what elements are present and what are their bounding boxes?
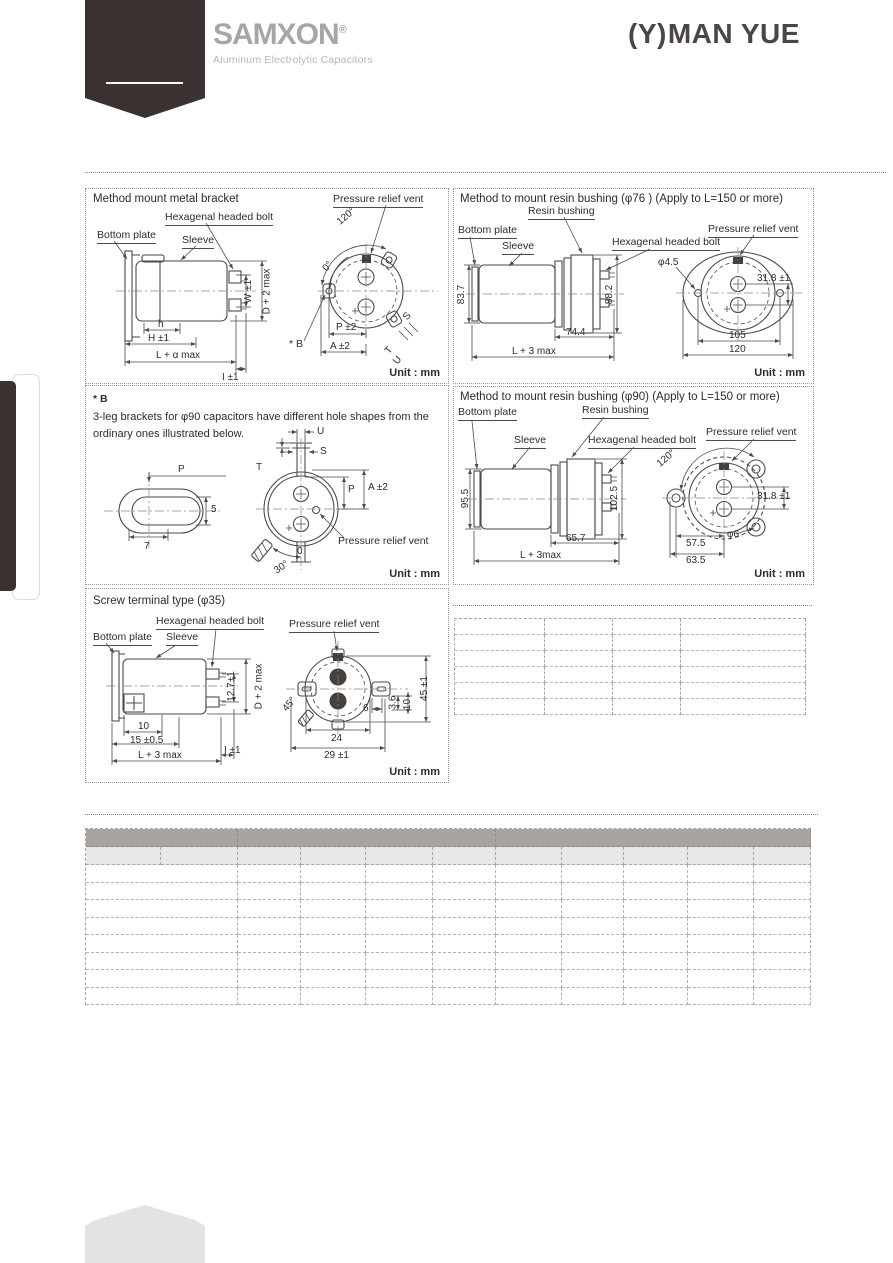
table-cell xyxy=(562,883,624,901)
callout-resin-bushing: Resin bushing xyxy=(528,206,595,220)
panel-title: Method to mount resin bushing (φ76 ) (Apply to L=150 or more) xyxy=(460,193,783,205)
dim-31-8: 31.8 ±1 xyxy=(757,273,791,284)
table-cell xyxy=(238,953,301,971)
callout-sleeve: Sleeve xyxy=(182,235,214,249)
table-cell xyxy=(754,935,811,953)
callout-sleeve: Sleeve xyxy=(166,632,198,646)
dim-h-small: h xyxy=(158,319,164,330)
table-cell xyxy=(688,918,754,936)
table-cell xyxy=(496,847,562,865)
dim-10b: 10 xyxy=(402,698,414,711)
brand-subtitle: Aluminum Electrolytic Capacitors xyxy=(213,54,373,66)
table-cell xyxy=(366,953,433,971)
table-cell xyxy=(86,988,238,1006)
table-cell xyxy=(455,699,545,715)
table-cell xyxy=(238,883,301,901)
dim-7: 7 xyxy=(144,541,150,552)
table-cell xyxy=(86,970,238,988)
table-cell xyxy=(754,900,811,918)
table-cell xyxy=(624,988,688,1006)
note-b-heading: * B xyxy=(93,393,108,405)
table-cell xyxy=(688,988,754,1006)
table-cell xyxy=(624,918,688,936)
table-cell xyxy=(613,667,681,683)
dim-63-5: 63.5 xyxy=(686,555,706,566)
dim-24: 24 xyxy=(331,733,343,744)
callout-hex-bolt: Hexagenal headed bolt xyxy=(156,616,264,630)
dim-p: P xyxy=(348,484,355,495)
panel-title: Method to mount resin bushing (φ90) (Apply to L=150 or more) xyxy=(460,391,780,403)
table-cell xyxy=(754,865,811,883)
manyue-logo xyxy=(628,20,800,48)
callout-pressure-relief-vent: Pressure relief vent xyxy=(708,224,798,238)
callout-bottom-plate: Bottom plate xyxy=(93,632,152,646)
side-tab xyxy=(0,381,16,591)
dim-120: 120 xyxy=(729,344,746,355)
dim-45: 45 ±1 xyxy=(418,676,430,701)
dim-10: 10 xyxy=(138,721,150,732)
table-cell xyxy=(433,847,496,865)
section-separator-bottom xyxy=(85,814,818,815)
callout-sleeve: Sleeve xyxy=(502,241,534,255)
table-cell xyxy=(613,635,681,651)
dim-a: A ±2 xyxy=(368,482,388,493)
table-cell xyxy=(455,651,545,667)
table-cell xyxy=(366,865,433,883)
dim-p: P ±2 xyxy=(336,322,357,333)
table-cell xyxy=(433,883,496,901)
dim-102-5: 102.5 xyxy=(609,485,621,512)
table-cell xyxy=(301,847,366,865)
dim-31-8: 31.8 ±1 xyxy=(757,491,791,502)
dim-0: 0 xyxy=(297,546,303,557)
manyue-mark-icon: (Υ) xyxy=(628,18,667,49)
table-cell xyxy=(681,635,806,651)
table-cell xyxy=(238,970,301,988)
table-cell xyxy=(545,667,613,683)
table-cell xyxy=(455,683,545,699)
callout-bottom-plate: Bottom plate xyxy=(97,230,156,244)
table-cell xyxy=(433,935,496,953)
table-cell xyxy=(301,988,366,1006)
resin-bushing-76-diagram xyxy=(454,189,813,383)
dim-5: 5 xyxy=(211,504,217,515)
dim-p-left: P xyxy=(178,464,185,475)
table-cell xyxy=(562,900,624,918)
angle-120: 120° xyxy=(654,447,678,470)
table-cell xyxy=(688,847,754,865)
table-cell xyxy=(681,651,806,667)
callout-hex-bolt: Hexagenal headed bolt xyxy=(612,237,720,251)
unit-label: Unit : mm xyxy=(389,766,440,778)
table-cell xyxy=(433,900,496,918)
table-cell xyxy=(496,900,562,918)
top-ribbon xyxy=(85,0,205,118)
table-cell xyxy=(496,883,562,901)
dim-15: 15 ±0.5 xyxy=(130,735,164,746)
header-separator xyxy=(85,172,886,173)
dim-l: L + α max xyxy=(156,350,201,361)
table-cell xyxy=(624,883,688,901)
ribbon-divider-line xyxy=(106,82,183,84)
table-cell xyxy=(238,988,301,1006)
callout-pressure-relief-vent: Pressure relief vent xyxy=(706,427,796,441)
side-tab-outline xyxy=(12,374,40,600)
table-cell xyxy=(455,667,545,683)
table-cell xyxy=(688,900,754,918)
table-cell xyxy=(301,883,366,901)
table-body xyxy=(86,865,811,1005)
callout-resin-bushing: Resin bushing xyxy=(582,405,649,419)
angle-30: 30° xyxy=(272,558,291,577)
angle-0: 0° xyxy=(320,259,336,274)
table-cell xyxy=(624,935,688,953)
table-group-header-row xyxy=(86,829,811,847)
table-cell xyxy=(301,900,366,918)
angle-120: 120° xyxy=(334,205,358,228)
table-cell xyxy=(366,935,433,953)
table-cell xyxy=(366,900,433,918)
table-cell xyxy=(238,900,301,918)
callout-sleeve: Sleeve xyxy=(514,435,546,449)
table-cell xyxy=(86,918,238,936)
callout-pressure-relief-vent: Pressure relief vent xyxy=(289,619,379,633)
table-cell xyxy=(301,970,366,988)
table-cell xyxy=(754,883,811,901)
table-cell xyxy=(86,829,238,847)
panel-resin-bushing-90 xyxy=(453,386,814,585)
dim-t: T xyxy=(256,462,263,473)
table-cell xyxy=(688,865,754,883)
dim-88-2: 88.2 xyxy=(604,284,616,305)
dim-l3: L + 3max xyxy=(520,550,562,561)
table-cell xyxy=(754,918,811,936)
table-cell xyxy=(562,935,624,953)
table-cell xyxy=(301,935,366,953)
dim-6: 6 xyxy=(363,703,369,714)
table-cell xyxy=(681,619,806,635)
table-cell xyxy=(681,683,806,699)
table-cell xyxy=(754,970,811,988)
callout-pressure-relief-vent: Pressure relief vent xyxy=(338,535,429,547)
table-cell xyxy=(496,970,562,988)
company-name: MAN YUE xyxy=(667,18,800,49)
panel-metal-bracket xyxy=(85,188,449,384)
table-cell xyxy=(86,953,238,971)
table-cell xyxy=(301,918,366,936)
table-cell xyxy=(624,847,688,865)
table-cell xyxy=(613,651,681,667)
dim-d: D + 2 max xyxy=(253,663,265,710)
table-cell xyxy=(681,699,806,715)
samxon-logo xyxy=(213,20,373,66)
dim-12-7: 12.7±1 xyxy=(225,671,237,702)
section-separator-right xyxy=(453,605,812,606)
table-cell xyxy=(238,829,496,847)
dim-u: U xyxy=(317,426,325,437)
callout-bottom-plate: Bottom plate xyxy=(458,407,517,421)
dim-i: I ±1 xyxy=(224,745,241,756)
callout-bottom-plate: Bottom plate xyxy=(458,225,517,239)
note-line-1: 3-leg brackets for φ90 capacitors have different hole shapes from the xyxy=(93,411,429,423)
dimension-table xyxy=(85,828,811,1005)
table-cell xyxy=(496,953,562,971)
table-cell xyxy=(624,900,688,918)
table-cell xyxy=(754,847,811,865)
table-cell xyxy=(86,883,238,901)
dim-65-7: 65.7 xyxy=(566,533,586,544)
table-cell xyxy=(624,970,688,988)
panel-title: Method mount metal bracket xyxy=(93,193,239,205)
table-cell xyxy=(433,988,496,1006)
panel-note-b xyxy=(85,385,449,585)
callout-hex-bolt: Hexagenal headed bolt xyxy=(588,435,696,449)
table-cell xyxy=(613,619,681,635)
table-cell xyxy=(238,865,301,883)
table-cell xyxy=(366,988,433,1006)
table-cell xyxy=(86,847,161,865)
note-b: * B xyxy=(289,338,304,350)
note-line-2: ordinary ones illustrated below. xyxy=(93,428,245,440)
table-cell xyxy=(366,847,433,865)
small-table xyxy=(454,618,806,715)
table-cell xyxy=(562,918,624,936)
registered-mark: ® xyxy=(338,24,347,36)
table-cell xyxy=(545,635,613,651)
dim-s: S xyxy=(320,446,327,457)
table-cell xyxy=(545,683,613,699)
dim-hole: φ4.5 xyxy=(658,257,679,268)
callout-pressure-relief-vent: Pressure relief vent xyxy=(333,194,423,208)
dim-83-7: 83.7 xyxy=(456,284,468,305)
table-cell xyxy=(238,847,301,865)
table-cell xyxy=(86,935,238,953)
table-header-row xyxy=(86,847,811,865)
dim-u: U xyxy=(391,354,405,367)
brand-text: SAMXON xyxy=(213,18,339,51)
dim-29: 29 ±1 xyxy=(324,750,349,761)
unit-label: Unit : mm xyxy=(754,568,805,580)
panel-screw-terminal xyxy=(85,588,449,783)
dim-s: S xyxy=(400,310,414,323)
dim-hole: φ6 xyxy=(727,529,740,540)
table-cell xyxy=(161,847,238,865)
table-cell xyxy=(433,865,496,883)
table-cell xyxy=(613,699,681,715)
table-cell xyxy=(681,667,806,683)
table-cell xyxy=(613,683,681,699)
table-cell xyxy=(562,865,624,883)
table-cell xyxy=(433,953,496,971)
table-cell xyxy=(86,865,238,883)
table-cell xyxy=(624,865,688,883)
unit-label: Unit : mm xyxy=(389,367,440,379)
table-cell xyxy=(238,918,301,936)
dim-w: W ±1 xyxy=(243,279,255,304)
dim-74-4: 74.4 xyxy=(566,327,586,338)
table-cell xyxy=(433,970,496,988)
brand-name xyxy=(213,20,373,50)
table-cell xyxy=(455,619,545,635)
table-cell xyxy=(301,953,366,971)
unit-label: Unit : mm xyxy=(389,568,440,580)
unit-label: Unit : mm xyxy=(754,367,805,379)
table-cell xyxy=(366,918,433,936)
dim-l3: L + 3 max xyxy=(138,750,182,761)
table-cell xyxy=(366,970,433,988)
table-cell xyxy=(455,635,545,651)
dim-a: A ±2 xyxy=(330,341,350,352)
table-cell xyxy=(688,935,754,953)
dim-t: T xyxy=(382,344,396,357)
dim-3-6: 3.6 xyxy=(387,695,399,710)
angle-45: 45° xyxy=(280,695,299,714)
panel-resin-bushing-76 xyxy=(453,188,814,384)
table-cell xyxy=(496,918,562,936)
dim-57-5: 57.5 xyxy=(686,538,706,549)
table-cell xyxy=(496,935,562,953)
table-cell xyxy=(688,883,754,901)
table-cell xyxy=(545,699,613,715)
table-cell xyxy=(754,988,811,1006)
table-cell xyxy=(86,900,238,918)
dim-l3: L + 3 max xyxy=(512,346,556,357)
table-cell xyxy=(562,970,624,988)
table-cell xyxy=(754,953,811,971)
table-cell xyxy=(238,935,301,953)
dim-h: H ±1 xyxy=(148,333,170,344)
table-cell xyxy=(545,651,613,667)
dim-95-5: 95.5 xyxy=(460,488,472,509)
table-cell xyxy=(496,988,562,1006)
table-cell xyxy=(433,918,496,936)
dim-i: I ±1 xyxy=(222,372,239,383)
table-cell xyxy=(545,619,613,635)
table-cell xyxy=(562,953,624,971)
table-cell xyxy=(562,847,624,865)
dim-d: D + 2 max xyxy=(261,268,273,315)
panel-title: Screw terminal type (φ35) xyxy=(93,595,226,607)
callout-hex-bolt: Hexagenal headed bolt xyxy=(165,212,273,226)
table-cell xyxy=(496,829,811,847)
bottom-ribbon xyxy=(85,1205,205,1263)
table-cell xyxy=(688,970,754,988)
table-cell xyxy=(366,883,433,901)
table-cell xyxy=(624,953,688,971)
table-cell xyxy=(688,953,754,971)
dim-105: 105 xyxy=(729,330,746,341)
table-cell xyxy=(301,865,366,883)
table-cell xyxy=(496,865,562,883)
table-cell xyxy=(562,988,624,1006)
